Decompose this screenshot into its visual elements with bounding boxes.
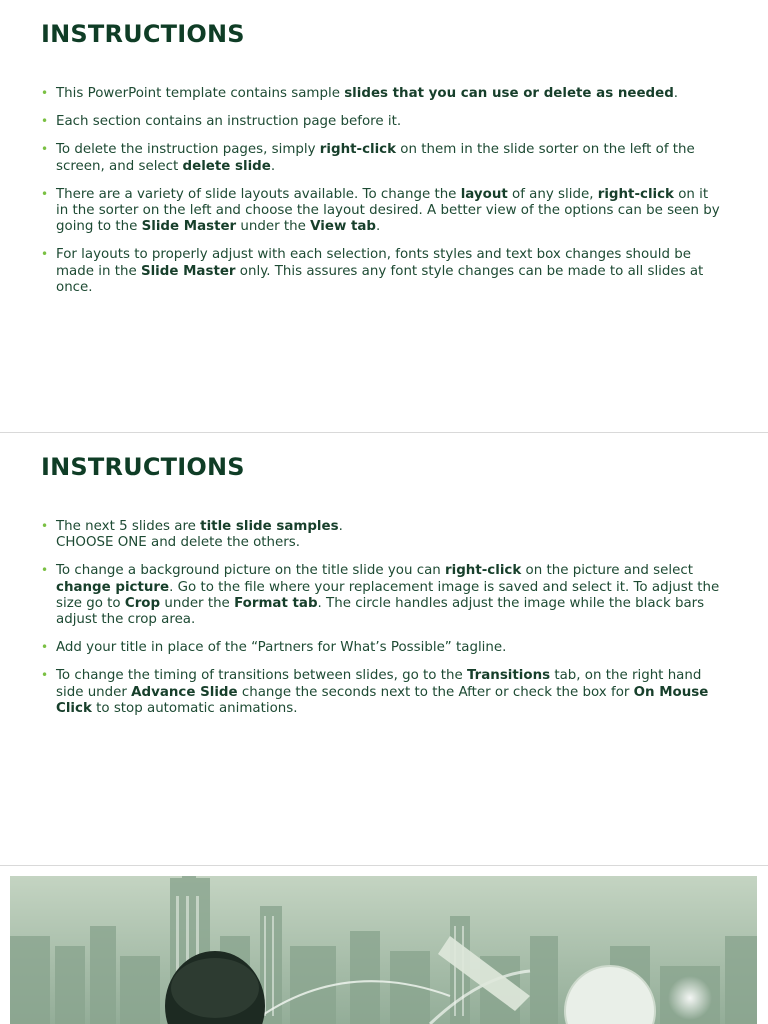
body-text: .: [270, 158, 276, 174]
bullet-item: [41, 563, 721, 628]
body-text: There are a variety of slide layouts available. To change the: [56, 186, 461, 202]
body-text: This PowerPoint template contains sample: [56, 86, 345, 101]
body-text: For layouts to properly adjust with each selection, fonts styles and text box changes should be made in the: [56, 247, 691, 279]
bold-text: right-click: [319, 142, 397, 158]
body-text: change the seconds next to the After or check the box for: [237, 684, 634, 700]
bold-text: slides that you can use or delete as needed: [344, 86, 674, 101]
body-text: on it in the sorter on the left and choose the layout desired. A better view of the options can be seen by going to the: [56, 186, 720, 235]
bold-text: delete slide: [182, 158, 271, 174]
body-text: To change the timing of transitions between slides, go to the: [56, 668, 467, 684]
bold-text: Crop: [124, 595, 161, 611]
body-text: tab, on the right hand side under: [56, 668, 702, 700]
bold-text: Advance Slide: [131, 684, 238, 700]
bullet-item: [41, 519, 721, 551]
body-text: .: [673, 86, 679, 101]
body-text: To change a background picture on the title slide you can: [56, 563, 446, 579]
body-text: CHOOSE ONE and delete the others.: [56, 535, 301, 551]
body-text: Add your title in place of the “Partners for What’s Possible” tagline.: [56, 640, 507, 656]
body-text: on the picture and select: [521, 563, 693, 579]
body-text: . The circle handles adjust the image while the black bars adjust the crop area.: [56, 595, 705, 628]
bold-text: right-click: [597, 186, 674, 202]
bullet-dot-icon: •: [41, 640, 49, 655]
bold-text: Format tab: [234, 595, 318, 611]
body-text: to stop automatic animations.: [91, 700, 298, 716]
bullet-item: [41, 247, 721, 296]
bold-text: View tab: [310, 219, 376, 235]
body-text: on them in the slide sorter on the left of the screen, and select: [56, 142, 695, 174]
bullet-dot-icon: •: [41, 86, 49, 100]
bullet-dot-icon: •: [41, 668, 49, 683]
slide-title: INSTRUCTIONS: [41, 453, 245, 481]
body-text: .: [338, 519, 343, 534]
bold-text: Slide Master: [140, 263, 236, 279]
body-text: only. This assures any font style changes can be made to all slides at once.: [56, 263, 704, 295]
city-skyline-image: [10, 876, 757, 1024]
bold-text: change picture: [56, 579, 170, 595]
body-text: of any slide,: [507, 186, 598, 202]
bold-text: On Mouse Click: [56, 684, 709, 716]
bullet-item: [41, 142, 721, 174]
body-text: To delete the instruction pages, simply: [56, 142, 320, 158]
body-text: The next 5 slides are: [56, 519, 201, 534]
bold-text: right-click: [445, 563, 522, 579]
bullet-dot-icon: •: [41, 186, 49, 201]
body-text: . Go to the file where your replacement image is saved and select it. To adjust the size go to: [56, 579, 720, 611]
body-text: under the: [236, 219, 311, 235]
slide-title: INSTRUCTIONS: [41, 20, 245, 48]
body-text: Each section contains an instruction page before it.: [56, 114, 402, 130]
body-text: .: [376, 219, 381, 235]
bullet-dot-icon: •: [41, 519, 49, 533]
bullet-dot-icon: •: [41, 114, 49, 129]
bold-text: title slide samples: [200, 519, 339, 534]
bullet-item: [41, 114, 721, 130]
bullet-item: [41, 86, 721, 102]
body-text: under the: [160, 595, 235, 611]
instruction-slide-2: [0, 433, 768, 865]
instruction-slide-1: [0, 0, 768, 432]
bullet-item: [41, 668, 721, 717]
bullet-dot-icon: •: [41, 247, 49, 262]
bold-text: Slide Master: [141, 219, 237, 235]
bullet-list: [41, 86, 721, 308]
bullet-item: [41, 640, 721, 656]
bullet-dot-icon: •: [41, 142, 49, 157]
bold-text: layout: [460, 186, 508, 202]
title-slide-photo: [10, 876, 757, 1024]
bold-text: Transitions: [466, 668, 551, 684]
bullet-item: [41, 187, 721, 236]
bullet-dot-icon: •: [41, 563, 49, 578]
slide-divider: [0, 865, 768, 866]
bullet-list: [41, 519, 721, 729]
